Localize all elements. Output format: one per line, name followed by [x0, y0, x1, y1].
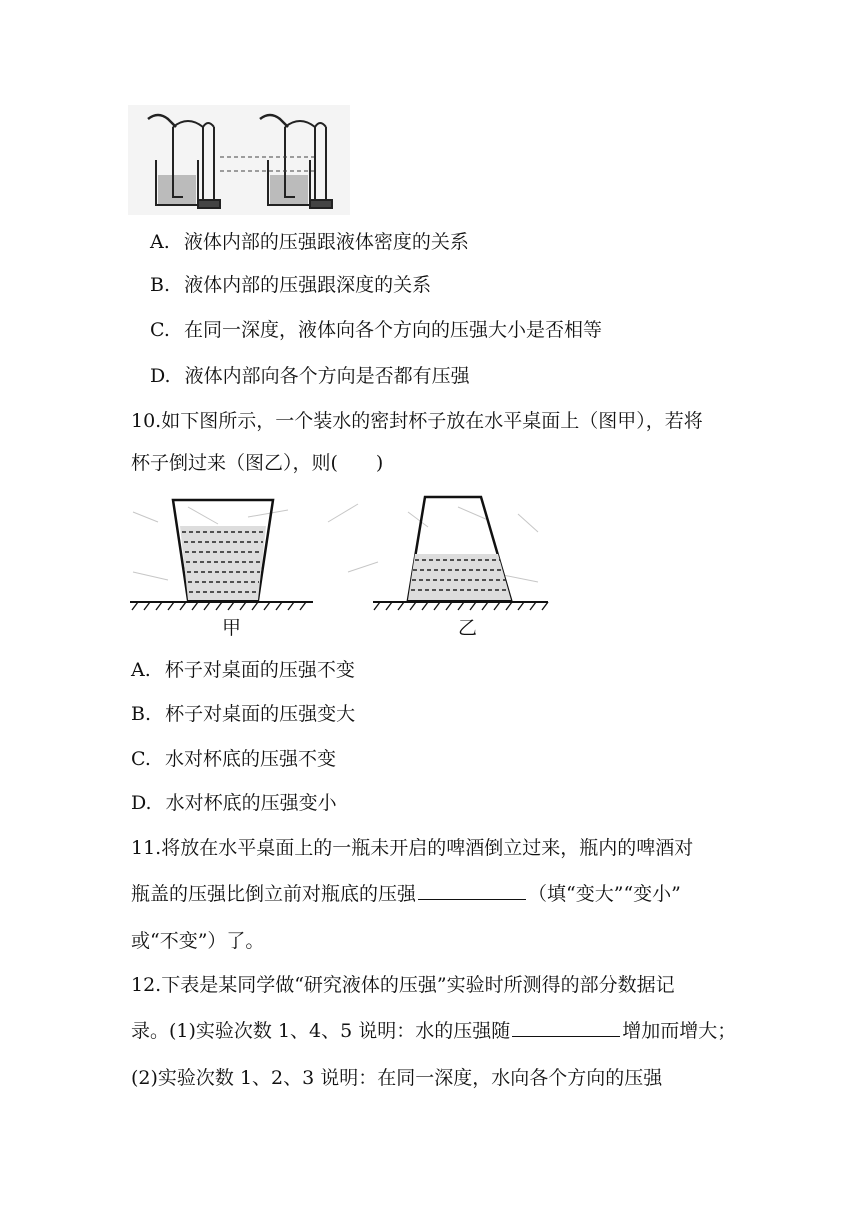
figure-label-yi: 乙	[458, 617, 478, 639]
q11-text-after-blank: （填“变大”“变小”	[528, 883, 681, 905]
q10-stem-line1: 10.如下图所示，一个装水的密封杯子放在水平桌面上（图甲），若将	[131, 410, 703, 432]
q12-text-before-blank: 录。(1)实验次数 1、4、5 说明：水的压强随	[131, 1020, 511, 1042]
q9-option-d	[150, 364, 470, 388]
option-text: 水对杯底的压强变小	[165, 792, 337, 814]
option-text: 在同一深度，液体向各个方向的压强大小是否相等	[183, 319, 602, 341]
option-letter: A.	[150, 231, 170, 253]
q12-stem-line1: 12.下表是某同学做“研究液体的压强”实验时所测得的部分数据记	[131, 974, 675, 996]
option-text: 水对杯底的压强不变	[164, 748, 336, 770]
q10-option-c	[131, 747, 336, 771]
q9-option-a	[150, 230, 469, 254]
option-letter: D.	[150, 365, 171, 387]
q11-stem-line3: 或“不变”）了。	[131, 930, 265, 952]
q10-stem-line2: 杯子倒过来（图乙），则( )	[131, 452, 384, 474]
option-text: 杯子对桌面的压强变大	[165, 703, 356, 725]
option-letter: D.	[131, 792, 152, 814]
manometer-experiment-figure	[128, 105, 350, 215]
option-letter: C.	[150, 319, 170, 341]
q11-stem-line1: 11.将放在水平桌面上的一瓶未开启的啤酒倒立过来，瓶内的啤酒对	[131, 837, 694, 859]
option-letter: B.	[131, 703, 152, 725]
q10-option-a	[131, 658, 355, 682]
option-letter: A.	[131, 659, 151, 681]
q9-option-b	[150, 273, 431, 297]
q10-option-b	[131, 702, 355, 726]
option-text: 液体内部向各个方向是否都有压强	[184, 365, 470, 387]
q11-answer-blank[interactable]	[418, 881, 526, 900]
option-letter: B.	[150, 274, 171, 296]
cup-figure	[128, 492, 550, 642]
q12-text-after-blank: 增加而增大；	[622, 1020, 737, 1042]
option-text: 液体内部的压强跟液体密度的关系	[183, 231, 469, 253]
option-text: 液体内部的压强跟深度的关系	[184, 274, 432, 296]
q10-option-d	[131, 791, 337, 815]
option-letter: C.	[131, 748, 151, 770]
figure-label-jia: 甲	[222, 617, 242, 639]
q12-stem-line3: (2)实验次数 1、2、3 说明：在同一深度，水向各个方向的压强	[131, 1067, 663, 1089]
q11-text-before-blank: 瓶盖的压强比倒立前对瓶底的压强	[131, 883, 417, 905]
q11-stem-line2	[131, 881, 681, 906]
q12-answer-blank[interactable]	[512, 1018, 620, 1037]
option-text: 杯子对桌面的压强不变	[164, 659, 355, 681]
q12-stem-line2	[131, 1018, 736, 1043]
q9-option-c	[150, 318, 602, 342]
